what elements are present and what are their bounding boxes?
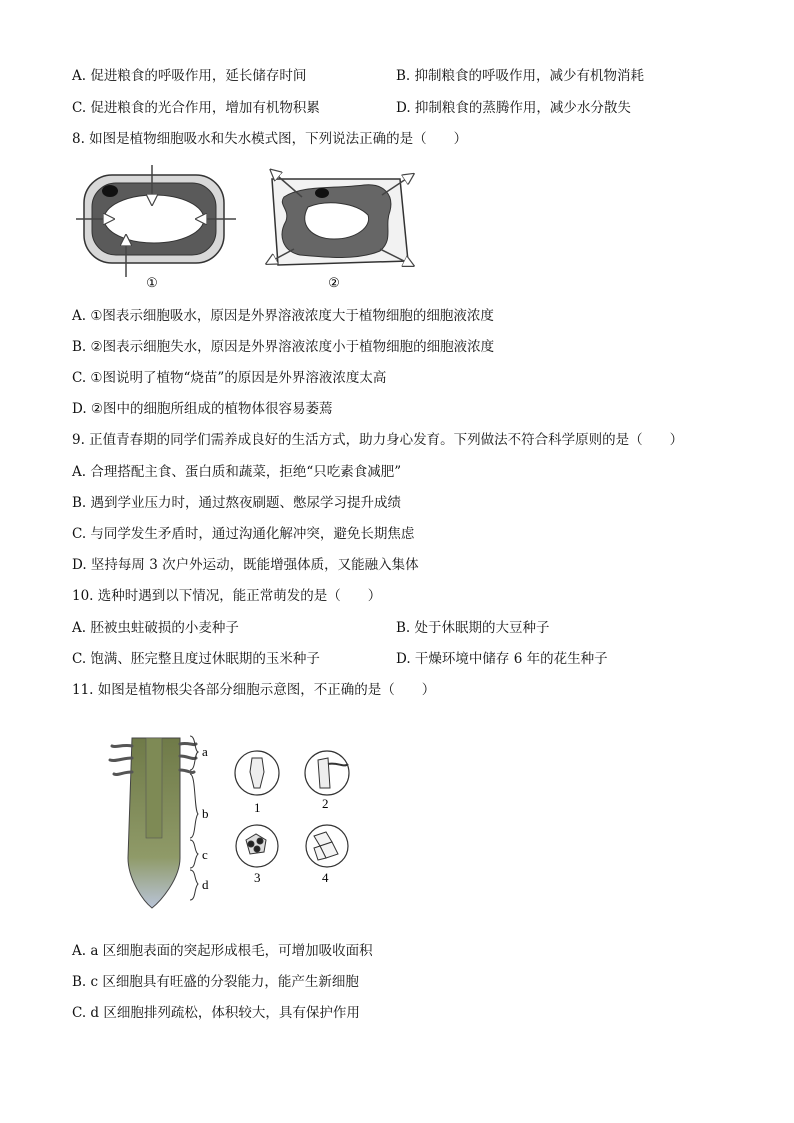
q11-option-c: C. d 区细胞排列疏松，体积较大，具有保护作用 <box>72 1005 360 1021</box>
cell-label-3: 3 <box>254 870 261 885</box>
q9-stem: 9. 正值青春期的同学们需养成良好的生活方式，助力身心发育。下列做法不符合科学原则的是（ ） <box>72 432 684 448</box>
q8-option-a: A. ①图表示细胞吸水，原因是外界溶液浓度大于植物细胞的细胞液浓度 <box>72 308 494 324</box>
q9-option-a: A. 合理搭配主食、蛋白质和蔬菜，拒绝“只吃素食减肥” <box>72 464 402 480</box>
q7-option-c: C. 促进粮食的光合作用，增加有机物积累 <box>72 100 320 116</box>
zone-label-a: a <box>202 744 208 759</box>
fig-label-1: ① <box>146 276 158 291</box>
cell-label-1: 1 <box>254 800 261 815</box>
zone-label-d: d <box>202 877 209 892</box>
q11-option-b: B. c 区细胞具有旺盛的分裂能力，能产生新细胞 <box>72 974 359 990</box>
q7-option-b: B. 抑制粮食的呼吸作用，减少有机物消耗 <box>396 68 645 84</box>
q10-option-b: B. 处于休眠期的大豆种子 <box>396 620 550 636</box>
q9-option-b: B. 遇到学业压力时，通过熬夜刷题、憋尿学习提升成绩 <box>72 495 402 511</box>
q9-option-c: C. 与同学发生矛盾时，通过沟通化解冲突，避免长期焦虑 <box>72 526 415 542</box>
plant-cell-water-figure <box>72 165 432 295</box>
zone-label-c: c <box>202 847 208 862</box>
q10-option-c: C. 饱满、胚完整且度过休眠期的玉米种子 <box>72 651 320 667</box>
q8-stem: 8. 如图是植物细胞吸水和失水模式图，下列说法正确的是（ ） <box>72 131 468 147</box>
q8-option-d: D. ②图中的细胞所组成的植物体很容易萎蔫 <box>72 401 333 417</box>
q8-option-b: B. ②图表示细胞失水，原因是外界溶液浓度小于植物细胞的细胞液浓度 <box>72 339 495 355</box>
fig-label-2: ② <box>328 276 340 291</box>
q11-stem: 11. 如图是植物根尖各部分细胞示意图，不正确的是（ ） <box>72 682 436 698</box>
cell-label-2: 2 <box>322 796 329 811</box>
q10-stem: 10. 选种时遇到以下情况，能正常萌发的是（ ） <box>72 588 382 604</box>
cell-label-4: 4 <box>322 870 329 885</box>
cell-2-diagram <box>268 171 412 265</box>
q7-option-d: D. 抑制粮食的蒸腾作用，减少水分散失 <box>396 100 631 116</box>
root-tip-figure <box>100 728 360 913</box>
q11-option-a: A. a 区细胞表面的突起形成根毛，可增加吸收面积 <box>72 943 373 959</box>
q9-option-d: D. 坚持每周 3 次户外运动，既能增强体质，又能融入集体 <box>72 557 419 573</box>
q10-option-a: A. 胚被虫蛀破损的小麦种子 <box>72 620 239 636</box>
zone-label-b: b <box>202 806 209 821</box>
q8-option-c: C. ①图说明了植物“烧苗”的原因是外界溶液浓度太高 <box>72 370 387 386</box>
cell-1-diagram <box>76 165 236 277</box>
q10-option-d: D. 干燥环境中储存 6 年的花生种子 <box>396 651 608 667</box>
q7-option-a: A. 促进粮食的呼吸作用，延长储存时间 <box>72 68 307 84</box>
